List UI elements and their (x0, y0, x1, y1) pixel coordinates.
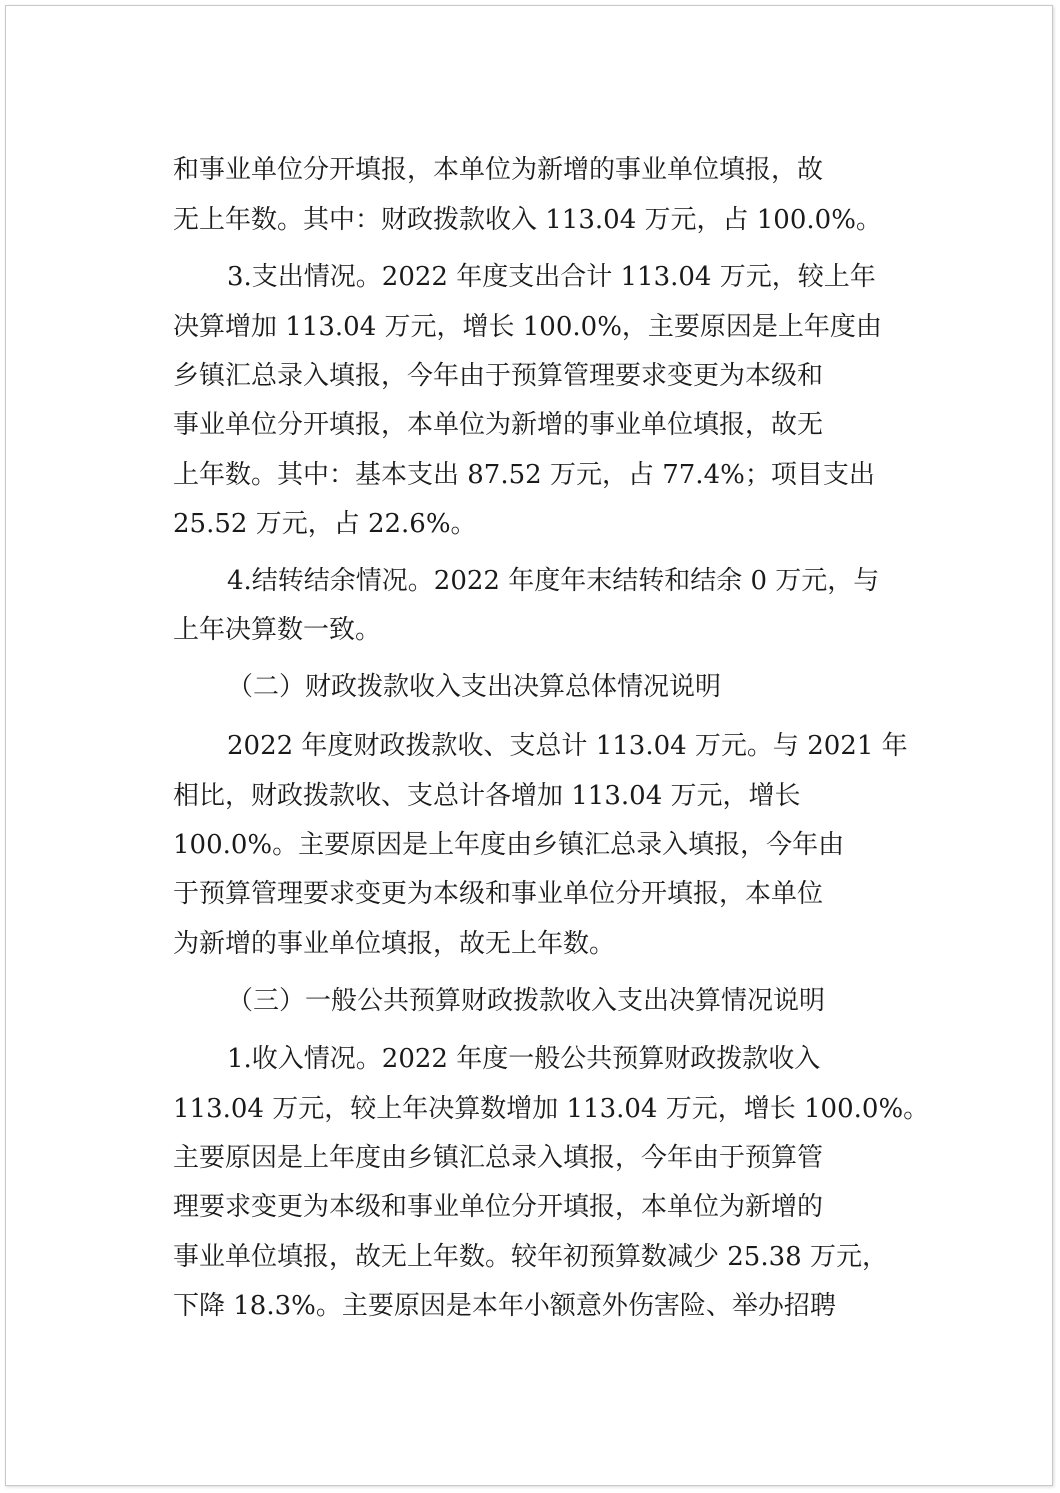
text-line: 乡镇汇总录入填报，今年由于预算管理要求变更为本级和 (173, 361, 824, 391)
text-line: 上年决算数一致。 (173, 615, 382, 645)
text-line: 事业单位分开填报，本单位为新增的事业单位填报，故无 (173, 410, 824, 440)
paragraph-start-line: 4.结转结余情况。2022 年度年末结转和结余 0 万元，与 (227, 566, 880, 596)
text-line: 无上年数。其中：财政拨款收入 113.04 万元，占 100.0%。 (173, 205, 882, 235)
text-line: 事业单位填报，故无上年数。较年初预算数减少 25.38 万元， (173, 1242, 888, 1272)
text-line: 上年数。其中：基本支出 87.52 万元，占 77.4%；项目支出 (173, 460, 875, 490)
text-line: 主要原因是上年度由乡镇汇总录入填报，今年由于预算管 (173, 1143, 824, 1173)
text-line: 113.04 万元，较上年决算数增加 113.04 万元，增长 100.0%。 (173, 1094, 930, 1124)
paragraph-start-line: 1.收入情况。2022 年度一般公共预算财政拨款收入 (227, 1044, 821, 1074)
paragraph-start-line: 2022 年度财政拨款收、支总计 113.04 万元。与 2021 年 (227, 731, 908, 761)
text-line: 决算增加 113.04 万元，增长 100.0%，主要原因是上年度由 (173, 312, 882, 342)
paragraph-start-line: 3.支出情况。2022 年度支出合计 113.04 万元，较上年 (227, 262, 876, 292)
text-line: 下降 18.3%。主要原因是本年小额意外伤害险、举办招聘 (173, 1291, 836, 1321)
text-line: 相比，财政拨款收、支总计各增加 113.04 万元，增长 (173, 781, 801, 811)
text-line: 100.0%。主要原因是上年度由乡镇汇总录入填报，今年由 (173, 830, 845, 860)
text-line: 理要求变更为本级和事业单位分开填报，本单位为新增的 (173, 1192, 824, 1222)
text-line: 和事业单位分开填报，本单位为新增的事业单位填报，故 (173, 155, 824, 185)
text-line: 25.52 万元，占 22.6%。 (173, 509, 477, 539)
document-page (5, 5, 1053, 1486)
text-line: 于预算管理要求变更为本级和事业单位分开填报，本单位 (173, 879, 824, 909)
section-heading: （二）财政拨款收入支出决算总体情况说明 (227, 672, 722, 702)
section-heading: （三）一般公共预算财政拨款收入支出决算情况说明 (227, 986, 826, 1016)
text-line: 为新增的事业单位填报，故无上年数。 (173, 929, 616, 959)
